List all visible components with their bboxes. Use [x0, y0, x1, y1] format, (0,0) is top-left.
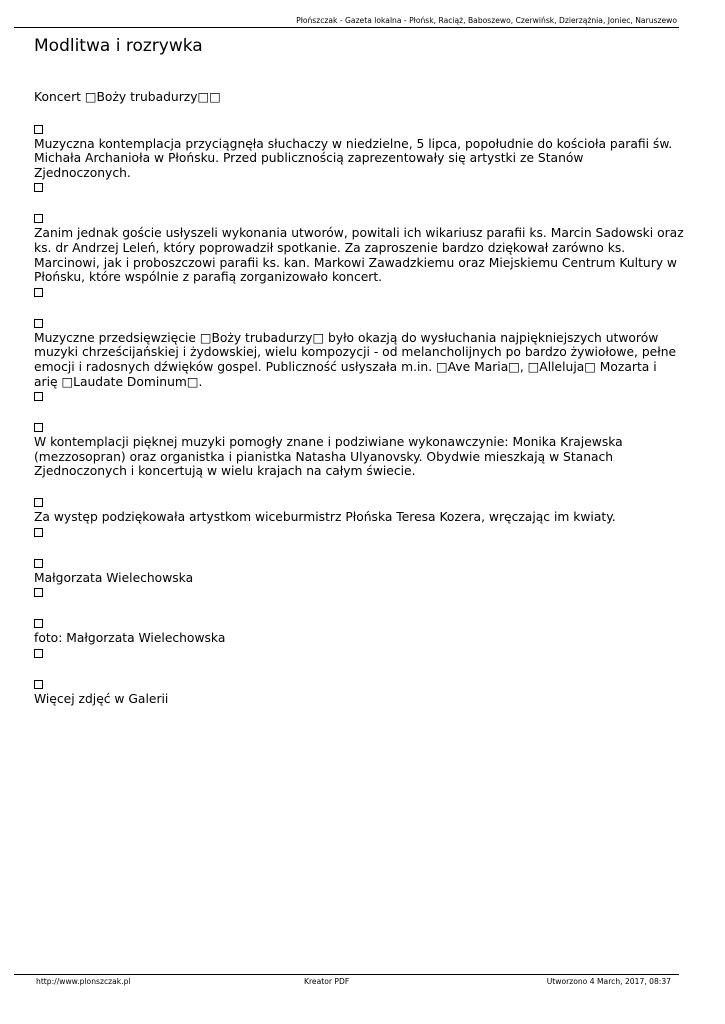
paragraph-block: [34, 316, 684, 404]
page-footer: [36, 977, 671, 989]
missing-glyph-box: [34, 288, 43, 297]
paragraph-block: [34, 122, 684, 196]
paragraph-block: [34, 420, 684, 479]
paragraph-text: Muzyczna kontemplacja przyciągnęła słuchaczy w niedzielne, 5 lipca, popołudnie do kościoła parafii św. Michała Archanioła w Płońsku. Przed publicznością zaprezentowały się artystki ze Stanów Zjednoczonych.: [34, 136, 673, 180]
missing-glyph-box: [34, 559, 43, 568]
missing-glyph-box: [34, 183, 43, 192]
author-name: Małgorzata Wielechowska: [34, 570, 194, 585]
missing-glyph-box: [34, 392, 43, 401]
missing-glyph-box: [34, 680, 43, 689]
article-body: [34, 90, 684, 722]
missing-glyph-box: [34, 528, 43, 537]
photo-credit: foto: Małgorzata Wielechowska: [34, 631, 226, 646]
missing-glyph-box: [34, 214, 43, 223]
missing-glyph-box: [34, 619, 43, 628]
missing-glyph-box: [34, 498, 43, 507]
missing-glyph-box: [34, 125, 43, 134]
article-title: Modlitwa i rozrywka: [34, 36, 203, 56]
paragraph-text: W kontemplacji pięknej muzyki pomogły znane i podziwiane wykonawczynie: Monika Krajewska (mezzosopran) oraz organistka i pianistka Natasha Ulyanovsky. Obydwie mieszkają w Stanach Zjednoczonych i koncertują w wielu krajach na całym świecie.: [34, 435, 623, 479]
gallery-link[interactable]: Więcej zdjęć w Galerii: [34, 691, 169, 706]
site-header: Płońszczak - Gazeta lokalna - Płońsk, Raciąż, Baboszewo, Czerwińsk, Dzierzążnia, Joniec, Naruszewo: [296, 16, 677, 25]
header-divider: [14, 27, 679, 28]
paragraph-text: Za występ podziękowała artystkom wiceburmistrz Płońska Teresa Kozera, wręczając im kwiaty.: [34, 509, 616, 524]
missing-glyph-box: [34, 588, 43, 597]
paragraph-block: [34, 616, 684, 661]
paragraph-text: Zanim jednak goście usłyszeli wykonania utworów, powitali ich wikariusz parafii ks. Marcin Sadowski oraz ks. dr Andrzej Leleń, który poprowadził spotkanie. Za zaproszenie bardzo dziękował zarówno ks. Marcinowi, jak i proboszczowi parafii ks. kan. Markowi Zawadzkiemu oraz Miejskiemu Centrum Kultury w Płońsku, które wspólnie z parafią zorganizowało koncert.: [34, 226, 684, 285]
footer-url[interactable]: http://www.plonszczak.pl: [36, 977, 131, 986]
article-lead: Koncert □Boży trubadurzy□□: [34, 90, 221, 104]
footer-generator: Kreator PDF: [304, 977, 350, 986]
paragraph-block: [34, 495, 684, 540]
missing-glyph-box: [34, 649, 43, 658]
paragraph-block: [34, 211, 684, 299]
paragraph-block: [34, 677, 684, 707]
footer-created-date: Utworzono 4 March, 2017, 08:37: [546, 977, 671, 986]
footer-divider: [14, 974, 679, 975]
missing-glyph-box: [34, 423, 43, 432]
missing-glyph-box: [34, 319, 43, 328]
paragraph-block: [34, 556, 684, 601]
paragraph-text: Muzyczne przedsięwzięcie □Boży trubadurzy□ było okazją do wysłuchania najpiękniejszych utworów muzyki chrześcijańskiej i żydowskiej, wielu kompozycji - od melancholijnych po bardzo żywiołowe, pełne emocji i radosnych dźwięków gospel. Publiczność usłyszała m.in. □Ave Maria□, □Alleluja□ Mozarta i arię □Laudate Dominum□.: [34, 330, 677, 389]
